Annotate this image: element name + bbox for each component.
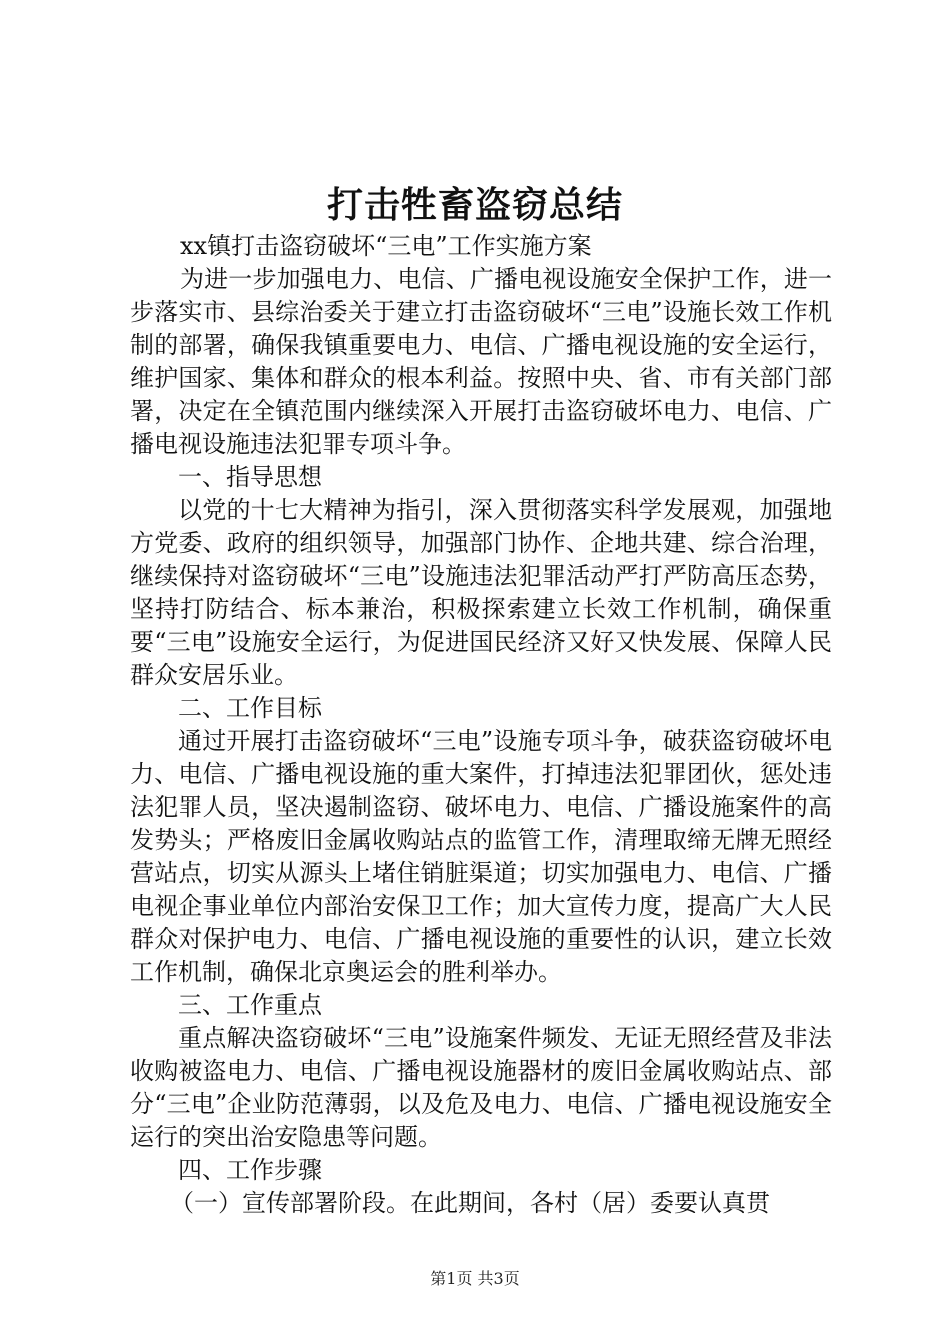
page-footer: 第1页 共3页 [430, 1269, 520, 1288]
section-heading-guiding-ideology: 一、指导思想 [178, 463, 322, 491]
section-paragraph-work-focus: 重点解决盗窃破坏“三电”设施案件频发、无证无照经营及非法收购被盗电力、电信、广播电视设施器材的废旧金属收购站点、部分“三电”企业防范薄弱，以及危及电力、电信、广播电视设施安全运行的突出治安隐患等问题。 [130, 1024, 832, 1151]
document-title: 打击牲畜盗窃总结 [326, 185, 623, 226]
section-heading-work-goals: 二、工作目标 [178, 694, 322, 722]
document-subtitle: xx镇打击盗窃破坏“三电”工作实施方案 [180, 232, 592, 260]
section-heading-work-steps: 四、工作步骤 [178, 1156, 322, 1184]
document-body [130, 230, 832, 1220]
section-paragraph-guiding-ideology: 以党的十七大精神为指引，深入贯彻落实科学发展观，加强地方党委、政府的组织领导，加强部门协作、企地共建、综合治理，继续保持对盗窃破坏“三电”设施违法犯罪活动严打严防高压态势，坚持打防结合、标本兼治，积极探索建立长效工作机制，确保重要“三电”设施安全运行，为促进国民经济又好又快发展、保障人民群众安居乐业。 [130, 496, 832, 689]
intro-paragraph: 为进一步加强电力、电信、广播电视设施安全保护工作，进一步落实市、县综治委关于建立打击盗窃破坏“三电”设施长效工作机制的部署，确保我镇重要电力、电信、广播电视设施的安全运行，维护国家、集体和群众的根本利益。按照中央、省、市有关部门部署，决定在全镇范围内继续深入开展打击盗窃破坏电力、电信、广播电视设施违法犯罪专项斗争。 [130, 265, 832, 458]
section-paragraph-work-goals: 通过开展打击盗窃破坏“三电”设施专项斗争，破获盗窃破坏电力、电信、广播电视设施的重大案件，打掉违法犯罪团伙，惩处违法犯罪人员，坚决遏制盗窃、破坏电力、电信、广播设施案件的高发势头；严格废旧金属收购站点的监管工作，清理取缔无牌无照经营站点，切实从源头上堵住销脏渠道；切实加强电力、电信、广播电视企事业单位内部治安保卫工作；加大宣传力度，提高广大人民群众对保护电力、电信、广播电视设施的重要性的认识，建立长效工作机制，确保北京奥运会的胜利举办。 [130, 727, 832, 986]
step-paragraph-publicity: （一）宣传部署阶段。在此期间，各村（居）委要认真贯 [170, 1189, 770, 1217]
section-heading-work-focus: 三、工作重点 [178, 991, 322, 1019]
